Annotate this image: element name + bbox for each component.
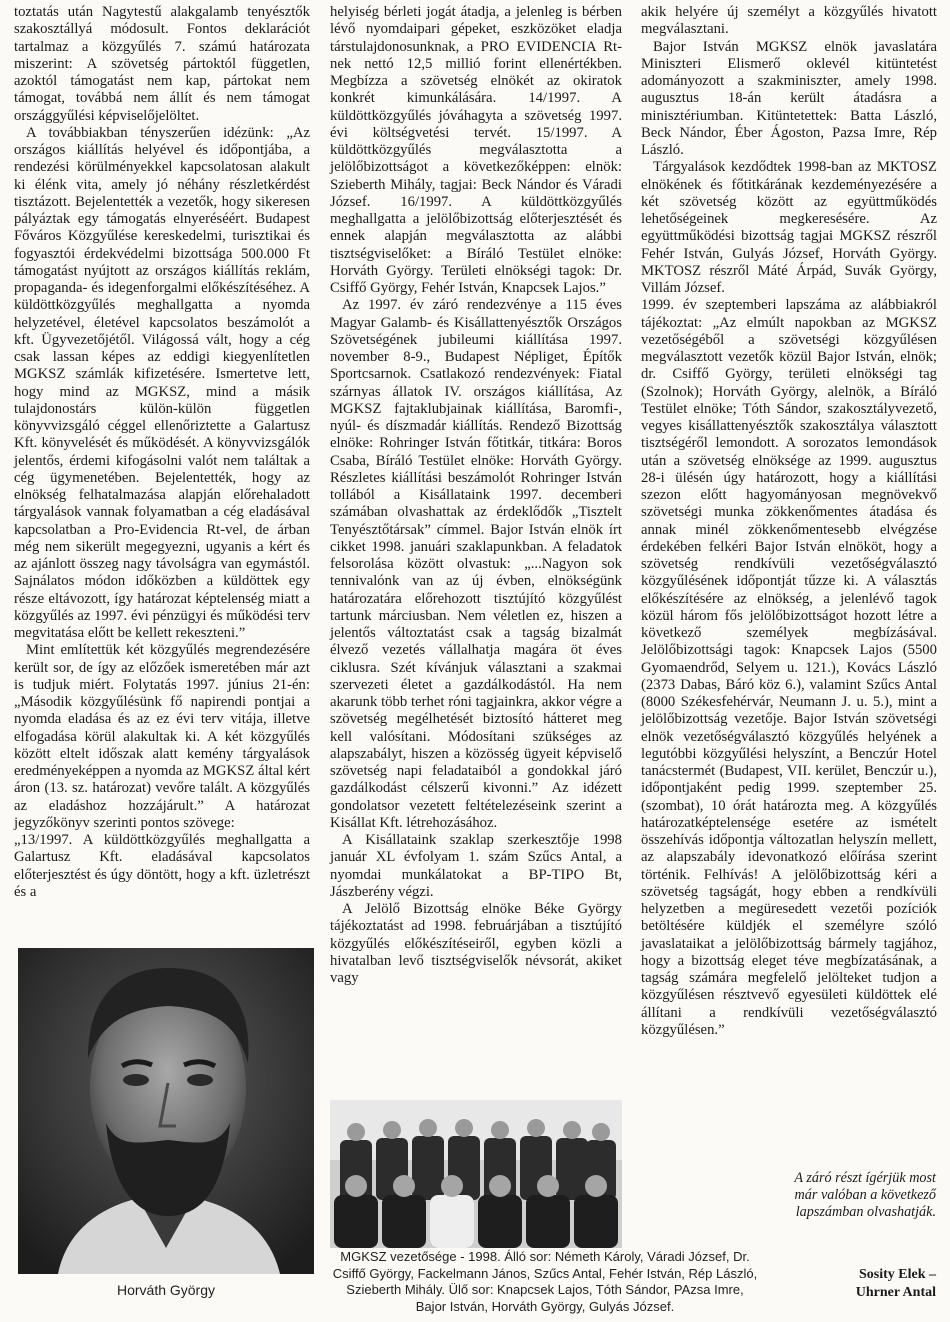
author-1: Sosity Elek –	[858, 1267, 936, 1282]
article-column-1	[14, 4, 310, 901]
paragraph: helyiség bérleti jogát átadja, a jelenleg is bérben lévő nyomdaipari gépeket, eszközöket eladja társtulajdonosunknak, a PRO EVIDENCIA Rt-nek nettó 12,5 millió forint ellenértékben. Megbízza a szövetség elnökét az okiratok konkrét kimunkálására. 14/1997. A küldöttközgyűlés jóváhagyta a szövetség 1997. évi költségvetési tervét. 15/1997. A küldöttközgyűlés megválasztotta a jelölőbizottságot a következőképpen: elnök: Szieberth Mihály, tagjai: Beck Nándor és Váradi József. 16/1997. A küldöttközgyűlés meghallgatta a jelölőbizottság előterjesztését és ennek alapján megválasztotta az alábbi tisztségviselőket: a Bíráló Testület elnöke: Horváth György. Területi elnökségi tagok: Dr. Csiffő György, Fehér István, Knapcsek Lajos.”	[330, 4, 622, 296]
group-photo-image	[330, 1100, 622, 1248]
author-2: Uhrner Antal	[855, 1285, 936, 1300]
paragraph: A továbbiakban tényszerűen idézünk: „Az országos kiállítás helyével és időpontjába, a rendezési körülményekkel kapcsolatosan alakult ki élénk vita, amely jó néhány részletkérdést tisztázott. Bejelentették a vezetők, hogy sikeresen pályáztak egy támogatás elnyeréséért. Budapest Főváros Közgyűlése kereskedelmi, turisztikai és fogyasztói érdekvédelmi bizottsága 500.000 Ft támogatást nyújtott az országos kiállítás reklám, propaganda- és idegenforgalmi előkészítéséhez. A küldöttközgyűlés meghallgatta a nyomda helyzetével, életével kapcsolatos beszámolót a kft. Ügyvezetőjétől. Világossá vált, hogy a cég csak lassan képes az eddigi kiegyenlítetlen MGKSZ számlák kifizetésére. Ismertetve lett, hogy mind az MGKSZ, mind a másik tulajdonostárs külön-külön független könyvvizsgáló céggel ellenőriztette a Galartusz Kft. könyvelését és működését. A könyvvizsgálók jelentős, érdemi kifogásolni valót nem találtak a cég ügymenetében. Bejelentették, hogy az elnökség felhatalmazása alapján előrehaladott tárgyalások vannak folyamatban a cég eladásával kapcsolatban a Pro-Evidencia Rt-vel, de árban még nem sikerült megegyezni, ugyanis a kért és az ajánlott összeg nagy távolságra van egymástól. Sajnálatos módon időközben a küldöttek egy része eltávozott, így határozat képtelenség miatt a közgyűlés az 1997. évi pénzügyi és működési terv megvitatása előtt be kellett rekeszteni.”	[14, 124, 310, 641]
portrait-caption: Horváth György	[116, 1282, 216, 1298]
portrait-photo-image	[18, 948, 314, 1274]
group-photo	[330, 1100, 622, 1248]
article-column-2	[330, 4, 622, 987]
authors	[800, 1266, 936, 1302]
paragraph: Az 1997. év záró rendezvénye a 115 éves Magyar Galamb- és Kisállattenyésztők Országos Szövetségének jubileumi kiállítása 1997. november 8-9., Budapest Népliget, Építők Sportcsarnok. Csatlakozó rendezvények: Fiatal szárnyas állatok IV. országos kiállítása, Az MGKSZ fajtaklubjainak kiállítása, Baromfi-, nyúl- és díszmadár kiállítás. Rendező Bizottság elnöke: Rohringer István főtitkár, titkára: Boros Csaba, Bíráló Testület elnöke: Horváth György. Részletes kiállítási beszámolót Rohringer István tollából a Kisállataink 1997. decemberi számában olvashattak az érdeklődők „Tisztelt Tenyésztőtársak” címmel. Bajor István elnök írt cikket 1998. januári szaklapunkban. A feladatok felsorolása között olvastuk: „...Nagyon sok tennivalónk van az új évben, elnökségünk határozatára előrehozott tisztújító közgyűlést tartunk márciusban. Nem véletlen ez, hiszen a jelentős változtatást csak a tagság bizalmát élvező vezetés vállalhatja magára öt éves ciklusra. Szét kívánjuk választani a szakmai szervezeti életet a gazdálkodástól. Ha nem akarunk több terhet róni tagjainkra, akkor végre a szövetség megélhetését biztosító hátteret meg kell valósítani. Módosítani szükséges az alapszabályt, hiszen a közösség ügyeit képviselő szövetség napi feladataiból a gondokkal járó gazdálkodást célszerű kivonni.” Az idézett gondolatsor vezetett feltételezéseink szerint a Kisállat Kft. létrehozásához.	[330, 297, 622, 831]
paragraph: „13/1997. A küldöttközgyűlés meghallgatta a Galartusz Kft. eladásával kapcsolatos előterjesztést és úgy döntött, hogy a kft. üzletrészt és a	[14, 832, 310, 900]
paragraph: A Jelölő Bizottság elnöke Béke György tájékoztatást ad 1998. februárjában a tisztújító közgyűlés előkészítéseiről, egyben közli a hivatalban levő tisztségviselők névsorát, akiket vagy	[330, 901, 622, 986]
paragraph: akik helyére új személyt a közgyűlés hivatott megválasztani.	[641, 4, 937, 38]
paragraph: toztatás után Nagytestű alakgalamb tenyésztők szakosztállyá módosult. Fontos deklarációt tartalmaz a közgyűlés 7. számú határozata miszerint: A szövetség pártoktól független, azoktól támogatást nem kap, pártokat nem támogat, továbbá nem állít és nem támogat országgyűlési képviselőjelöltet.	[14, 4, 310, 124]
ending-note: A záró részt ígérjük most már valóban a következő lapszámban olvashatják.	[794, 1170, 936, 1220]
article-column-3	[641, 4, 937, 1039]
portrait-photo	[18, 948, 314, 1274]
paragraph: Bajor István MGKSZ elnök javaslatára Miniszteri Elismerő oklevél kitüntetést adományozott a szakminiszter, amely 1998. augusztus 18-án került átadásra a minisztériumban. Kitüntetettek: Batta László, Beck Nándor, Éber Ágoston, Pazsa Imre, Rép László.	[641, 38, 937, 158]
paragraph: Mint említettük két közgyűlés megrendezésére került sor, de így az előzőek ismeretében már azt is tudjuk miért. Folytatás 1997. június 21-én: „Második közgyűlésünk fő napirendi pontjai a nyomda eladása és az ez évi terv vitája, illetve elfogadása körül alakultak ki. A két közgyűlés között eltelt időszak alatt kemény tárgyalások eredményeképpen a nyomda az MGKSZ által kért áron (13. sz. határozat) vevőre talált. A közgyűlés az eladáshoz hozzájárult.” A határozat jegyzőkönyv szerinti pontos szövege:	[14, 642, 310, 831]
paragraph: 1999. év szeptemberi lapszáma az alábbiakról tájékoztat: „Az elmúlt napokban az MGKSZ vezetőségéből a szövetségi közgyűlésen megválasztott vezetők közül Bajor István, elnök; dr. Csiffő György, területi elnökségi tag (Szolnok); Horváth György, alelnök, a Bíráló Testület elnöke; Tóth Sándor, szakosztályvezető, vegyes kisállattenyésztők szakosztálya választott tisztségéről lemondott. A sorozatos lemondások után a szövetség elnöksége az 1999. augusztus 28-i ülésén úgy határozott, hogy a kiállítási szezon előtt hagyományosan megnövekvő szövetségi munka zökkenőmentes átadása és annak minél zökkenőmentesebb elvégzése érdekében felkéri Bajor István elnököt, hogy a szövetség rendkívüli vezetőségválasztó közgyűlésének időpontját tűzze ki. A választás előkészítésére az elnökség, a jelenlévő tagok közül három fős jelölőbizottságot hozott létre a következő személyek megbízásával. Jelölőbizottsági tagok: Knapcsek Lajos (5500 Gyomaendrőd, Selyem u. 121.), Kovács László (2373 Dabas, Báró köz 6.), valamint Szűcs Antal (8000 Székesfehérvár, Neumann J. u. 5.), mint a jelölőbizottság vezetője. Bajor István szövetségi elnök vezetőségválasztó közgyűlés helyének a legutóbbi közgyűlési helyszínt, a Benczúr Hotel tanácstermét (Budapest, VII. kerület, Benczúr u.), időpontjaként pedig 1999. szeptember 25. (szombat), 10 órát határozta meg. A közgyűlés határozatképtelensége esetére az ismételt összehívás időpontja változatlan helyszín mellett, az alapszabály idevonatkozó előírása szerint történik. Felhívás! A jelölőbizottság kéri a szövetség tagságát, hogy ebben a rendkívüli helyzetben a megüresedett vezetői pozíciók betöltésére küldjék el személyre szóló javaslataikat a jelölőbizottság bármely tagjához, hogy a bizottság eleget téve megbízatásának, a tagság számára megfelelő jelölteket tudjon a közgyűlésen résztvevő egyesületi küldöttek elé állítani a rendkívüli vezetőségválasztó közgyűlésen.”	[641, 297, 937, 1038]
paragraph: Tárgyalások kezdődtek 1998-ban az MKTOSZ elnökének és főtitkárának kezdeményezésére a két szövetség között az együttműködés lehetőségeinek megkeresésére. Az együttműködési bizottság tagjai MGKSZ részről Fehér István, Gulyás József, Horváth György. MKTOSZ részről Máté Árpád, Suvák György, Villám József.	[641, 159, 937, 296]
group-photo-caption: MGKSZ vezetősége - 1998. Álló sor: Németh Károly, Váradi József, Dr. Csiffő György, Fackelmann János, Szűcs Antal, Fehér István, Rép László, Szieberth Mihály. Ülő sor: Knapcsek Lajos, Tóth Sándor, PAzsa Imre, Bajor István, Horváth György, Gulyás József.	[332, 1249, 758, 1314]
paragraph: A Kisállataink szaklap szerkesztője 1998 január XL évfolyam 1. szám Szűcs Antal, a nyomdai munkálatokat a BP-TIPO Bt, Jászberény végzi.	[330, 832, 622, 900]
